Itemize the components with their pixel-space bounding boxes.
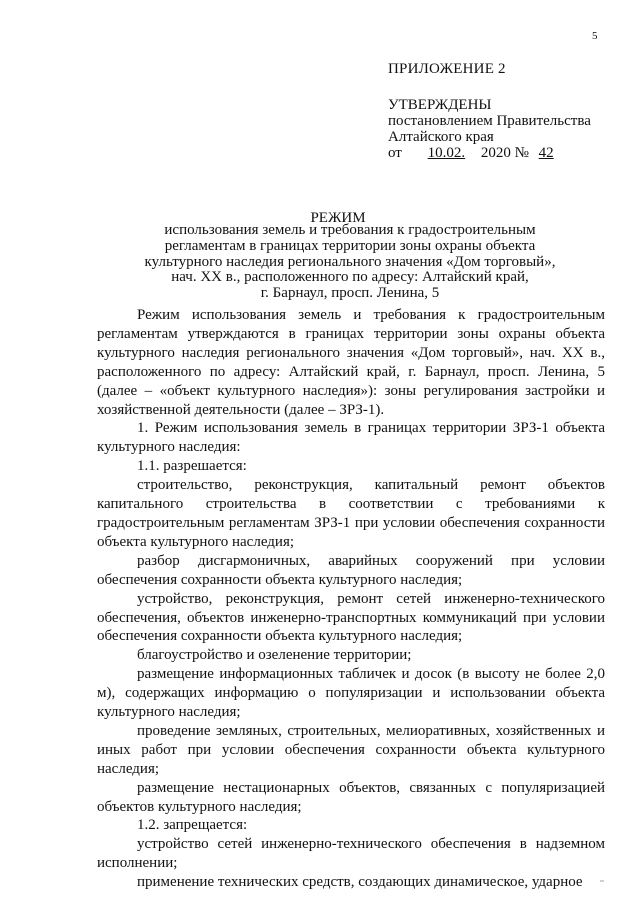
body-paragraph: 1.2. запрещается: xyxy=(137,817,248,834)
approval-line-1: постановлением Правительства xyxy=(388,113,591,129)
approval-heading: УТВЕРЖДЕНЫ xyxy=(388,97,492,113)
body-paragraph: разбор дисгармоничных, аварийных сооружений при условии обеспечения сохранности объекта культурного наследия; xyxy=(97,552,605,588)
subtitle-line: регламентам в границах территории зоны охраны объекта xyxy=(164,237,536,254)
subtitle-line: нач. XX в., расположенного по адресу: Алтайский край, xyxy=(171,269,529,286)
approval-number: 42 xyxy=(538,145,554,161)
body-paragraph: размещение информационных табличек и досок (в высоту не более 2,0 м), содержащих информацию о популяризации и использовании объекта культурного наследия; xyxy=(97,666,605,721)
body-paragraph: размещение нестационарных объектов, связанных с популяризацией объектов культурного наследия; xyxy=(97,779,605,815)
body-paragraph: благоустройство и озеленение территории; xyxy=(137,647,412,664)
body-paragraph: Режим использования земель и требования к градостроительным регламентам утверждаются в границах территории зоны охраны объекта культурного наследия регионального значения «Дом торговый», нач. XX в., расположенного по адресу: Алтайский край, г. Барнаул, просп. Ленина, 5 (далее – «объект культурного наследия»): зоны регулирования застройки и хозяйственной деятельности (далее – ЗРЗ-1). xyxy=(97,307,605,418)
body-paragraph: применение технических средств, создающих динамическое, ударное xyxy=(137,874,583,891)
approval-block xyxy=(388,97,591,161)
body-paragraph: проведение земляных, строительных, мелиоративных, хозяйственных и иных работ при условии обеспечения сохранности объекта культурного наследия; xyxy=(97,722,605,777)
approval-date-line xyxy=(388,145,591,161)
approval-from-label: от xyxy=(388,145,402,161)
page-number: 5 xyxy=(592,30,598,42)
body-paragraph: 1. Режим использования земель в границах территории ЗРЗ-1 объекта культурного наследия: xyxy=(97,420,605,456)
body-paragraph: устройство сетей инженерно-технического обеспечения в надземном исполнении; xyxy=(97,836,605,872)
subtitle-line: г. Барнаул, просп. Ленина, 5 xyxy=(260,285,440,302)
subtitle-line: культурного наследия регионального значения «Дом торговый», xyxy=(144,253,556,270)
document-title: РЕЖИМ xyxy=(310,210,366,226)
subtitle-line: использования земель и требования к градостроительным xyxy=(164,222,536,238)
document-body xyxy=(97,306,605,892)
approval-year: 2020 xyxy=(480,145,511,161)
approval-number-sign: № xyxy=(514,145,529,161)
document-subtitle xyxy=(95,223,605,302)
body-paragraph: устройство, реконструкция, ремонт сетей инженерно-технического обеспечения, объектов инженерно-транспортных коммуникаций при условии обеспечения сохранности объекта культурного наследия; xyxy=(97,590,605,645)
body-paragraph: 1.1. разрешается: xyxy=(137,458,247,475)
scan-artifact xyxy=(600,880,604,882)
appendix-label: ПРИЛОЖЕНИЕ 2 xyxy=(388,61,506,77)
approval-date: 10.02. xyxy=(427,145,466,161)
body-paragraph: строительство, реконструкция, капитальный ремонт объектов капитального строительства в соответствии с требованиями к градостроительным регламентам ЗРЗ-1 при условии обеспечения сохранности объекта культурного наследия; xyxy=(97,477,605,550)
approval-line-2: Алтайского края xyxy=(388,129,494,145)
